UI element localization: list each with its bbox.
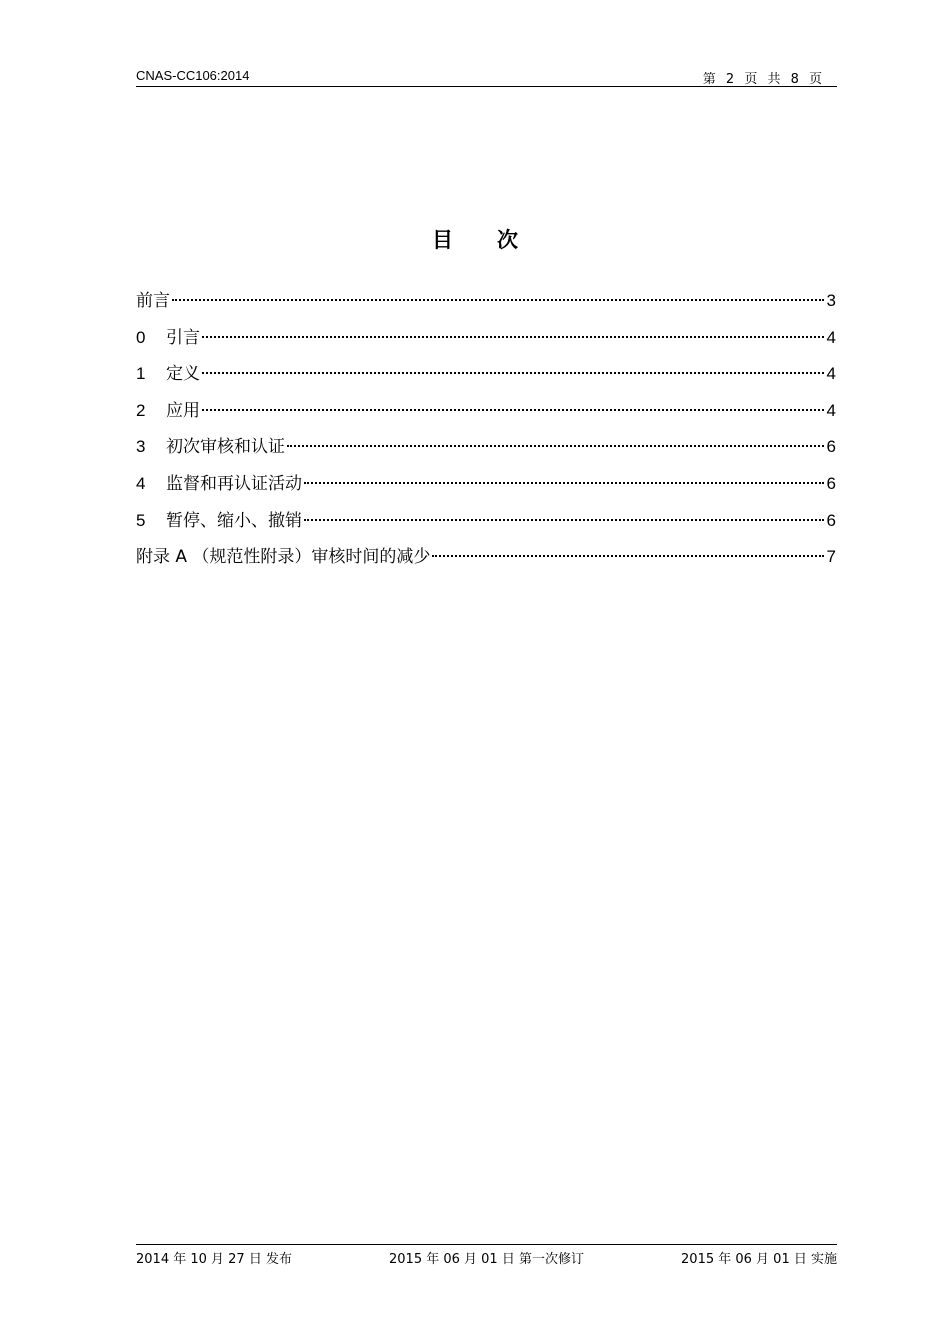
toc-title-part2: 次 <box>497 228 518 252</box>
toc-entry-page: 6 <box>826 473 836 493</box>
toc-entry-page: 4 <box>826 364 836 384</box>
toc-entry-suspension[interactable] <box>136 508 836 545</box>
toc-entry-text: 初次审核和认证 <box>166 437 285 458</box>
toc-entry-introduction[interactable] <box>136 325 836 362</box>
toc-entry-number: 1 <box>136 364 146 384</box>
table-of-contents <box>136 288 836 581</box>
toc-entry-text: 附录 A （规范性附录）审核时间的减少 <box>136 547 431 568</box>
revision-date: 2015 年 06 月 01 日 第一次修订 <box>389 1252 584 1267</box>
toc-entry-number: 4 <box>136 473 146 493</box>
page-header <box>136 66 837 87</box>
toc-leader <box>304 482 824 484</box>
toc-entry-number: 0 <box>136 327 146 347</box>
document-code: CNAS-CC106:2014 <box>136 68 250 83</box>
toc-entry-text: 前言 <box>136 291 170 311</box>
toc-entry-application[interactable] <box>136 398 836 435</box>
toc-entry-number: 2 <box>136 400 146 420</box>
toc-leader <box>287 445 824 447</box>
toc-entry-initial-audit[interactable] <box>136 434 836 471</box>
toc-entry-text: 应用 <box>166 400 200 421</box>
publish-date: 2014 年 10 月 27 日 发布 <box>136 1252 292 1267</box>
toc-entry-page: 4 <box>826 327 836 347</box>
toc-entry-definitions[interactable] <box>136 361 836 398</box>
page-footer <box>136 1244 837 1267</box>
toc-leader <box>304 519 824 521</box>
effective-date: 2015 年 06 月 01 日 实施 <box>681 1252 837 1267</box>
toc-entry-preface[interactable] <box>136 288 836 325</box>
toc-entry-surveillance[interactable] <box>136 471 836 508</box>
toc-leader <box>172 299 824 301</box>
toc-leader <box>432 555 823 557</box>
toc-entry-text: 监督和再认证活动 <box>166 473 302 494</box>
toc-title <box>0 224 950 254</box>
toc-leader <box>202 409 824 411</box>
toc-entry-text: 定义 <box>166 364 200 385</box>
toc-entry-page: 7 <box>826 547 836 567</box>
toc-entry-page: 6 <box>826 437 836 457</box>
toc-entry-appendix-a[interactable] <box>136 544 836 581</box>
toc-leader <box>202 372 824 374</box>
toc-entry-text: 暂停、缩小、撤销 <box>166 510 302 531</box>
toc-entry-page: 4 <box>826 400 836 420</box>
toc-entry-page: 6 <box>826 510 836 530</box>
toc-leader <box>202 336 824 338</box>
page-number-info: 第 2 页 共 8 页 <box>702 72 823 87</box>
toc-entry-text: 引言 <box>166 327 200 348</box>
toc-entry-number: 3 <box>136 437 146 457</box>
toc-title-part1: 目 <box>432 228 453 252</box>
toc-entry-number: 5 <box>136 510 146 530</box>
toc-entry-page: 3 <box>826 291 836 310</box>
